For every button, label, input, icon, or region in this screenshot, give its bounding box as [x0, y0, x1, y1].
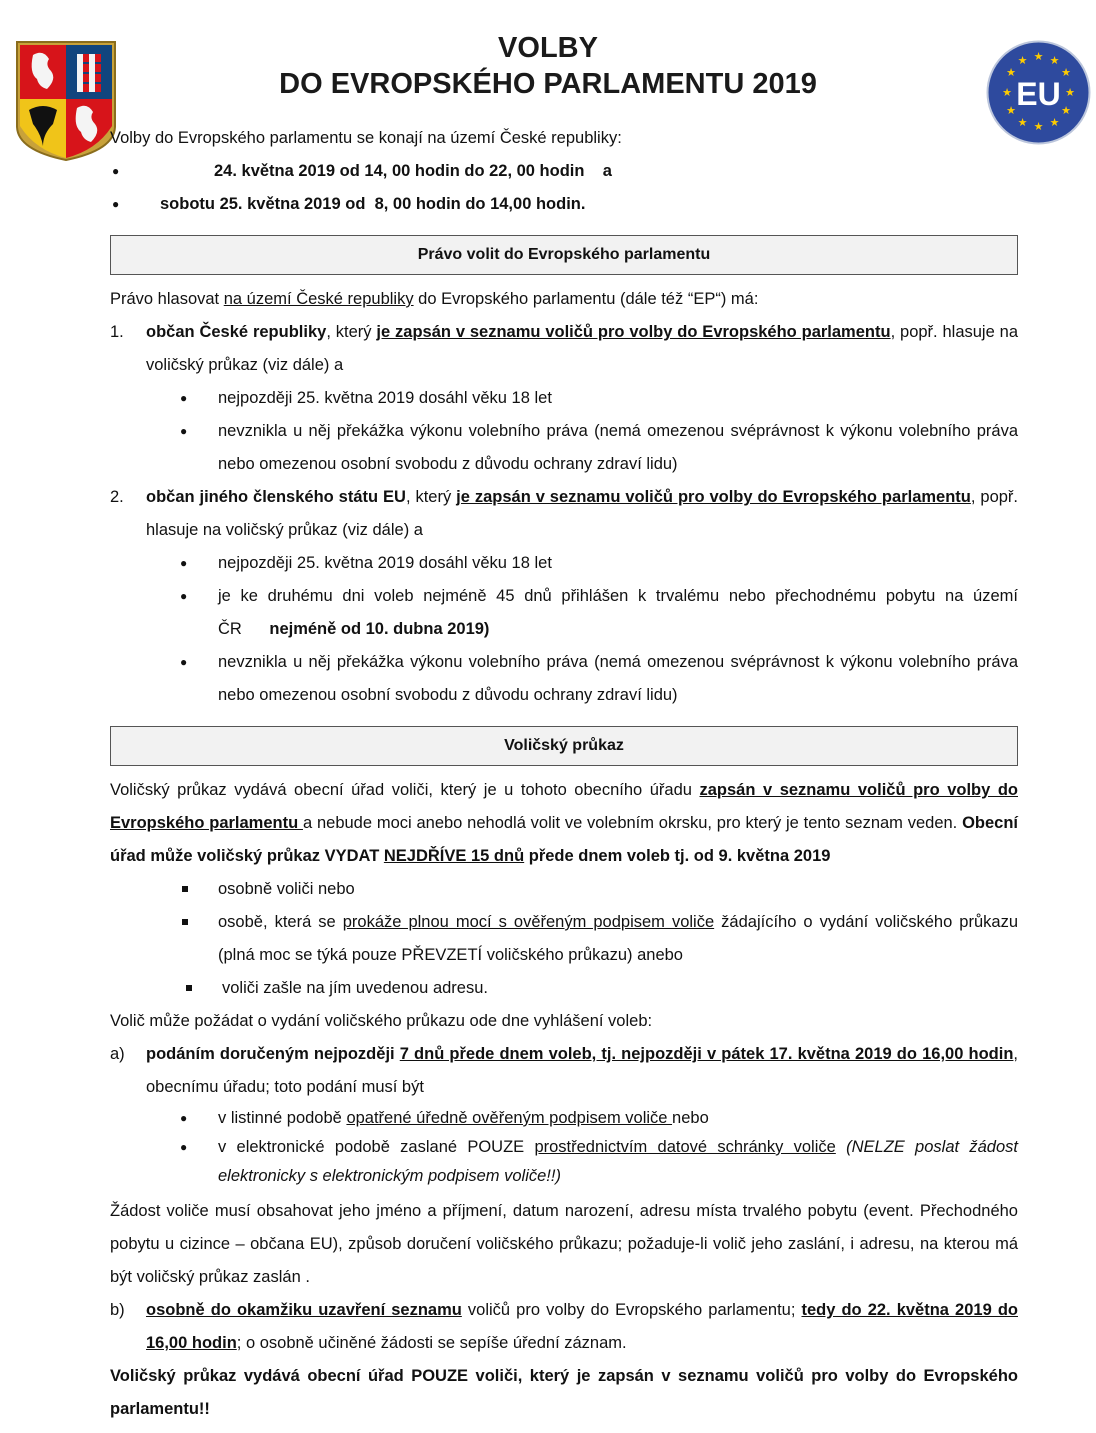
square-item-3: voliči zašle na jím uvedenou adresu.: [110, 972, 1018, 1005]
bullet-icon: ●: [180, 1140, 188, 1154]
list-item-2-bullet-3: ● nevznikla u něj překážka výkonu volebního práva (nemá omezenou svéprávnost k výkonu volebního práva nebo omezenou osobní svobodu z důvodu ochrany zdraví lidu): [110, 646, 1018, 712]
list-item-1-bullet-2: ● nevznikla u něj překážka výkonu volebního práva (nemá omezenou svéprávnost k výkonu volebního práva nebo omezenou osobní svobodu z důvodu ochrany zdraví lidu): [110, 415, 1018, 481]
svg-text:★: ★: [1006, 104, 1016, 117]
bullet-icon: ●: [112, 197, 120, 211]
page-title: [0, 30, 1096, 102]
svg-text:★: ★: [1049, 116, 1060, 129]
bullet-icon: ●: [112, 164, 120, 178]
bullet-icon: ●: [180, 1111, 188, 1125]
svg-text:★: ★: [1049, 54, 1060, 67]
svg-text:★: ★: [1017, 116, 1028, 129]
svg-text:★: ★: [1065, 86, 1075, 99]
document-body: [110, 122, 1018, 1426]
list-item-2-bullet-2: ● je ke druhému dni voleb nejméně 45 dnů přihlášen k trvalému nebo přechodnému pobytu na území ČR nejméně od 10. dubna 2019): [110, 580, 1018, 646]
request-option-a: a) podáním doručeným nejpozději 7 dnů přede dnem voleb, tj. nejpozději v pátek 17. května 2019 do 16,00 hodin, obecnímu úřadu; toto podání musí být: [110, 1045, 1019, 1096]
section-heading-voting-right: Právo volit do Evropského parlamentu: [110, 235, 1018, 275]
request-option-a-bullet-1: ● v listinné podobě opatřené úředně ověřeným podpisem voliče nebo: [110, 1104, 1018, 1133]
list-item-1-bullet-1: ● nejpozději 25. května 2019 dosáhl věku 18 let: [110, 382, 1018, 415]
voter-card-paragraph-1: Voličský průkaz vydává obecní úřad voliči, který je u tohoto obecního úřadu zapsán v seznamu voličů pro volby do Evropského parlamentu a nebude moci anebo nehodlá volit ve volebním okrsku, pro který je tento seznam veden. Obecní úřad může voličský průkaz VYDAT NEJDŘÍVE 15 dnů přede dnem voleb tj. od 9. května 2019: [110, 781, 1018, 865]
request-option-a-bullet-2: ● v elektronické podobě zaslané POUZE prostřednictvím datové schránky voliče (NELZE poslat žádost elektronicky s elektronickým podpisem voliče!!): [110, 1133, 1018, 1191]
date-item-2: [110, 188, 1018, 221]
date-text-1: 24. května 2019 od 14, 00 hodin do 22, 00 hodin a: [214, 162, 612, 180]
square-bullet-icon: [186, 985, 192, 991]
bullet-icon: ●: [180, 424, 188, 438]
svg-text:★: ★: [1033, 50, 1044, 63]
bullet-icon: ●: [180, 589, 188, 603]
square-item-2: osobě, která se prokáže plnou mocí s ověřeným podpisem voliče žádajícího o vydání voličského průkazu (plná moc se týká pouze PŘEVZETÍ voličského průkazu) anebo: [110, 906, 1018, 972]
svg-text:★: ★: [1061, 66, 1071, 79]
list-item-1: 1. občan České republiky, který je zapsán v seznamu voličů pro volby do Evropského parlamentu, popř. hlasuje na voličský průkaz (viz dále) a: [110, 323, 1018, 374]
list-item-2: 2. občan jiného členského státu EU, který je zapsán v seznamu voličů pro volby do Evropského parlamentu, popř. hlasuje na voličský průkaz (viz dále) a: [110, 488, 1018, 539]
title-line-1: VOLBY: [498, 32, 598, 64]
square-item-1: osobně voliči nebo: [110, 873, 1018, 906]
square-bullet-icon: [182, 886, 188, 892]
request-option-b: b) osobně do okamžiku uzavření seznamu voličů pro volby do Evropského parlamentu; tedy do 22. května 2019 do 16,00 hodin; o osobně učiněné žádosti se sepíše úřední záznam.: [110, 1301, 1018, 1352]
svg-text:★: ★: [1002, 86, 1012, 99]
date-item-1: [110, 155, 1018, 188]
date-text-2: sobotu 25. května 2019 od 8, 00 hodin do 14,00 hodin.: [160, 195, 586, 213]
list-item-2-bullet-1: ● nejpozději 25. května 2019 dosáhl věku 18 let: [110, 547, 1018, 580]
bullet-icon: ●: [180, 391, 188, 405]
voting-right-lead: Právo hlasovat na území České republiky do Evropského parlamentu (dále též “EP“) má:: [110, 290, 759, 308]
title-line-2: DO EVROPSKÉHO PARLAMENTU 2019: [279, 68, 817, 100]
section-heading-voter-card: Voličský průkaz: [110, 726, 1018, 766]
final-note: Voličský průkaz vydává obecní úřad POUZE voliči, který je zapsán v seznamu voličů pro volby do Evropského parlamentu!!: [110, 1367, 1018, 1418]
svg-text:★: ★: [1017, 54, 1028, 67]
voter-card-paragraph-3: Žádost voliče musí obsahovat jeho jméno a příjmení, datum narození, adresu místa trvalého pobytu (event. Přechodného pobytu u cizince – občana EU), způsob doručení voličského průkazu; požaduje-li volič jeho zaslání, i adresu, na kterou má být voličský průkaz zaslán .: [110, 1202, 1018, 1286]
intro-text: Volby do Evropského parlamentu se konají na území České republiky:: [110, 129, 622, 147]
bullet-icon: ●: [180, 655, 188, 669]
voter-card-paragraph-2: Volič může požádat o vydání voličského průkazu ode dne vyhlášení voleb:: [110, 1012, 653, 1030]
eu-logo-text: EU: [1016, 76, 1061, 112]
bullet-icon: ●: [180, 556, 188, 570]
square-bullet-icon: [182, 919, 188, 925]
svg-text:★: ★: [1061, 104, 1071, 117]
svg-text:★: ★: [1033, 120, 1044, 133]
svg-text:★: ★: [1006, 66, 1016, 79]
